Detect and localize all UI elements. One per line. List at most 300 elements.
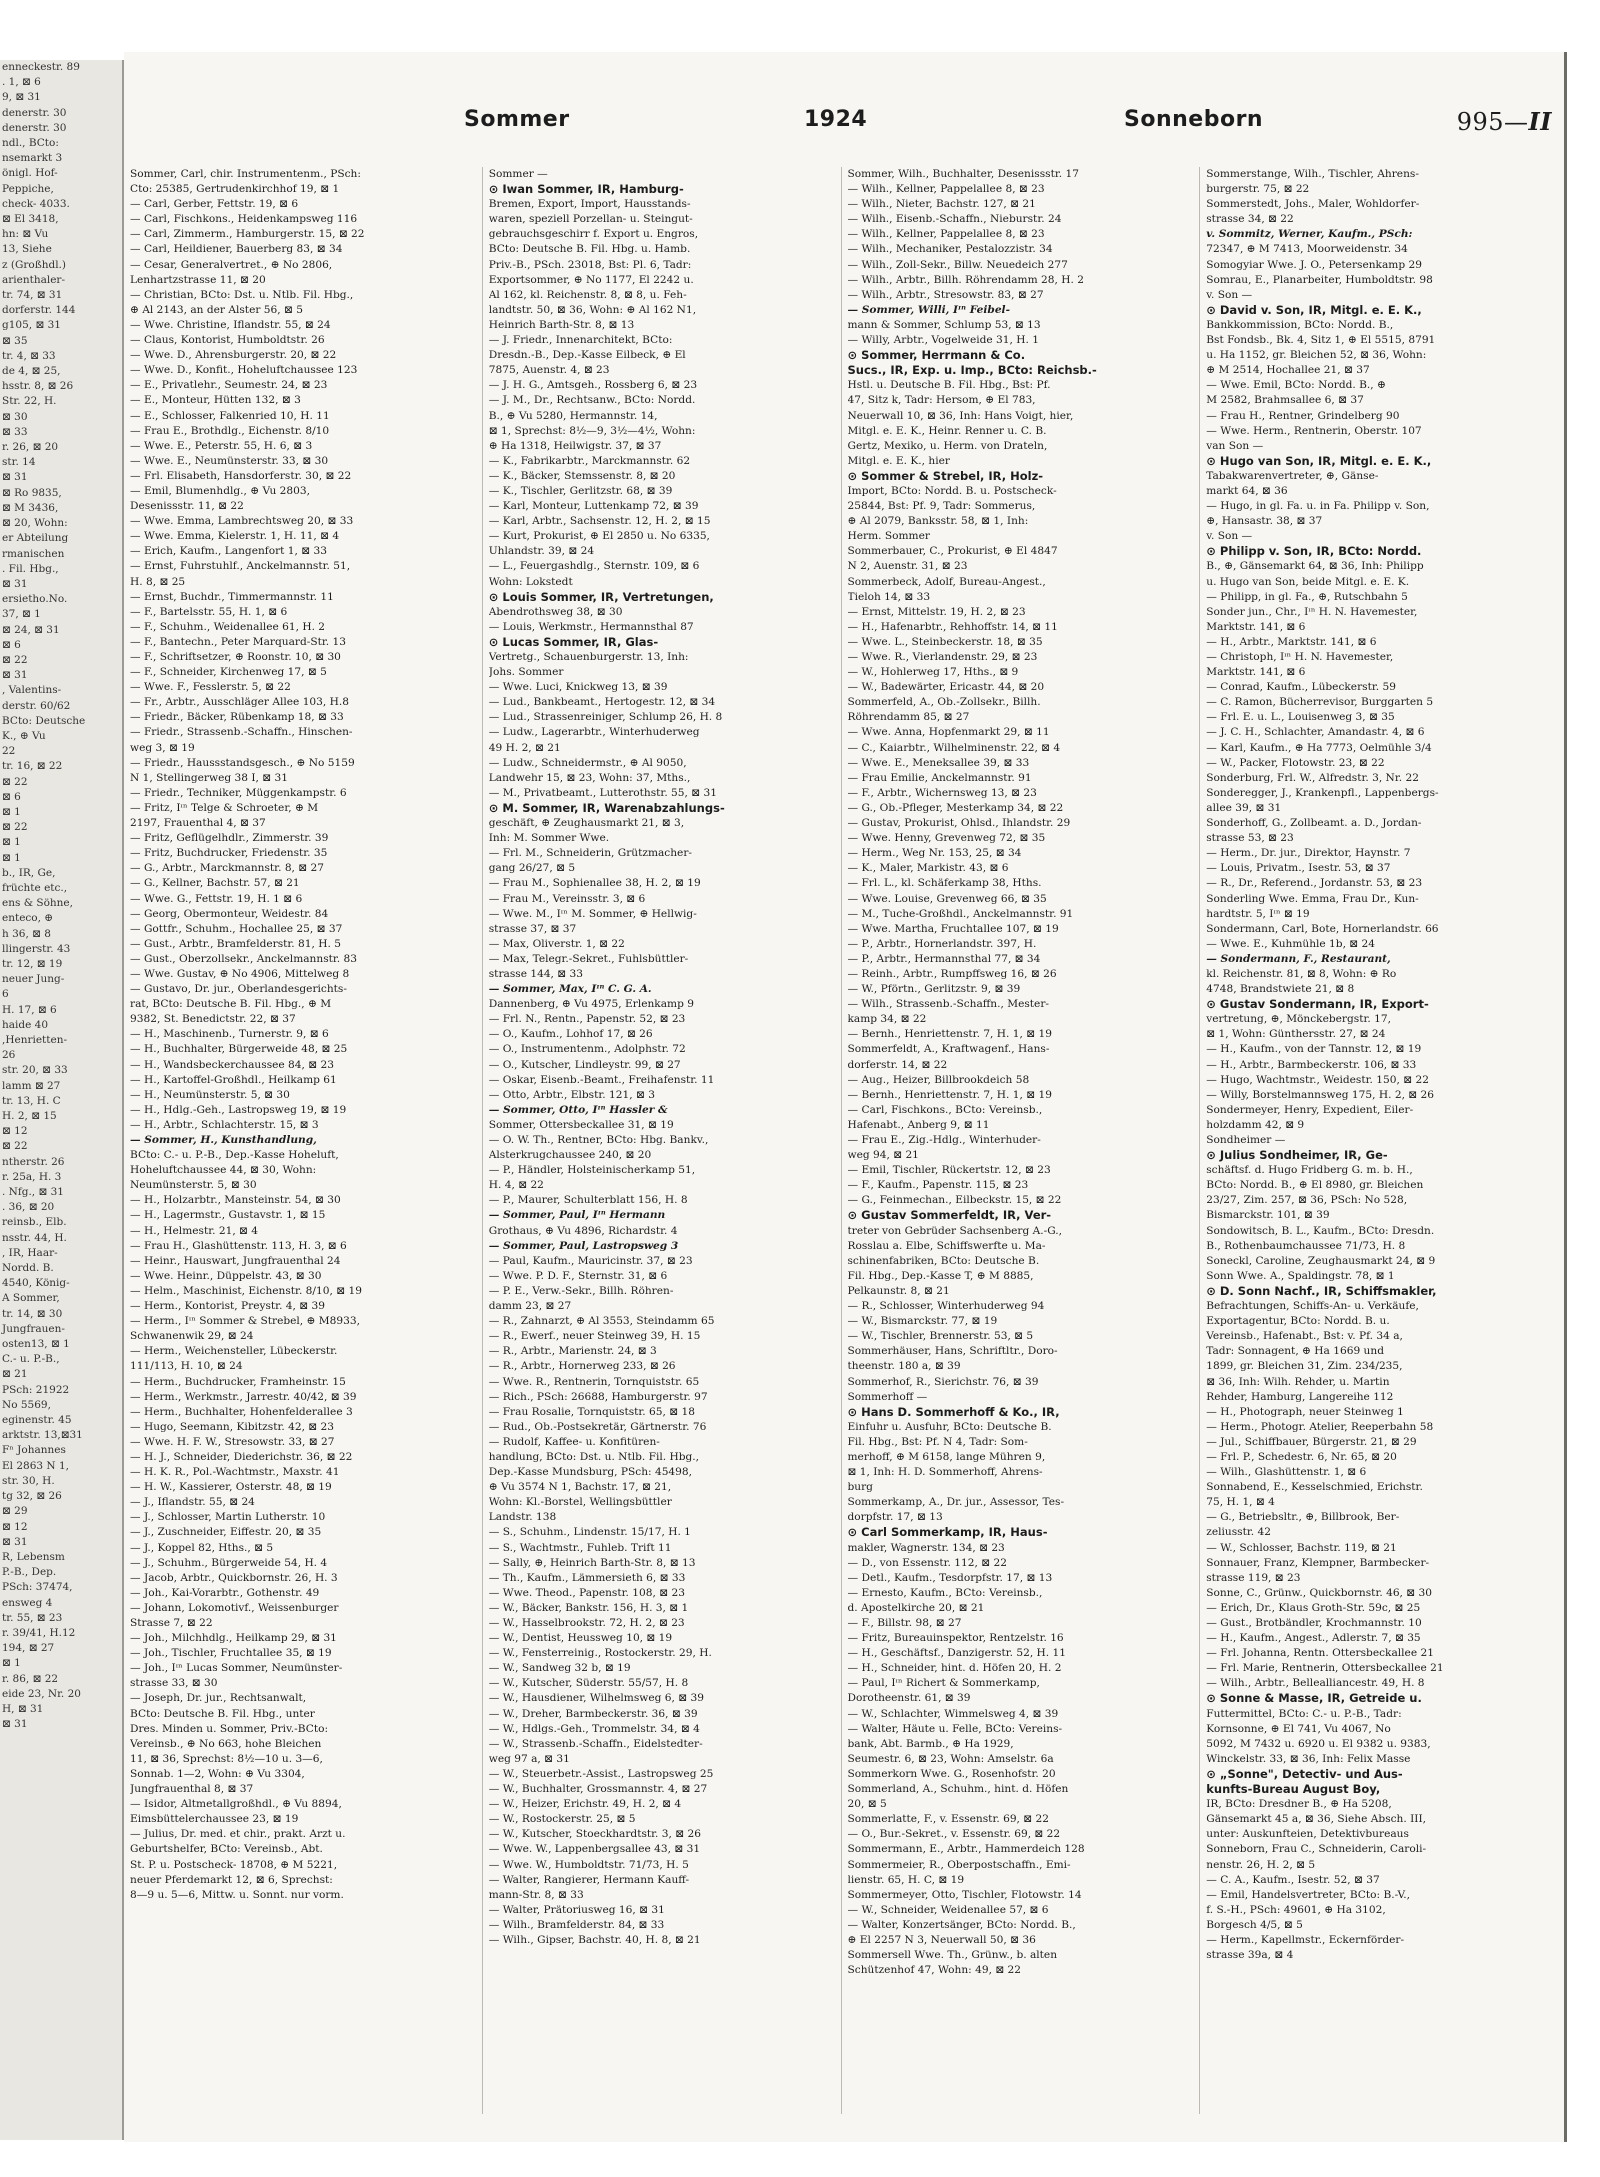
directory-entry: Gertz, Mexiko, u. Herm. von Drateln, [847, 439, 1048, 452]
directory-entry: — W., Tischler, Brennerstr. 53, ⊠ 5 [847, 1330, 1034, 1343]
directory-entry: — Carl, Heildiener, Bauerberg 83, ⊠ 34 [130, 243, 343, 256]
directory-entry: — Gust., Brotbändler, Krochmannstr. 10 [1206, 1617, 1422, 1629]
directory-entry: — J. M., Dr., Rechtsanw., BCto: Nordd. [488, 394, 696, 407]
sliver-line: ⊠ 31 [2, 1718, 28, 1731]
directory-entry: — Wwe. Louise, Grevenweg 66, ⊠ 35 [847, 892, 1047, 905]
directory-entry: Johs. Sommer [488, 666, 564, 679]
sliver-line: ⊠ M 3436, [2, 501, 59, 514]
directory-entry: ⊕ M 2514, Hochallee 21, ⊠ 37 [1206, 364, 1370, 377]
directory-entry: — Wwe. R., Vierlandenstr. 29, ⊠ 23 [847, 651, 1038, 663]
directory-entry: Eimsbüttelerchaussee 23, ⊠ 19 [130, 1813, 299, 1826]
directory-entry: ⊙ Carl Sommerkamp, IR, Haus- [847, 1525, 1048, 1540]
directory-entry: — O. W. Th., Rentner, BCto: Hbg. Bankv., [488, 1134, 709, 1146]
directory-entry: — Wwe. Anna, Hopfenmarkt 29, ⊠ 11 [847, 726, 1050, 739]
directory-entry: — J., Zuschneider, Eiffestr. 20, ⊠ 35 [130, 1526, 322, 1539]
directory-entry: — Wwe. Gustav, ⊕ No 4906, Mittelweg 8 [130, 967, 350, 980]
directory-entry: — Detl., Kaufm., Tesdorpfstr. 17, ⊠ 13 [847, 1571, 1053, 1584]
directory-entry: Dannenberg, ⊕ Vu 4975, Erlenkamp 9 [488, 998, 694, 1011]
directory-entry: H. 8, ⊠ 25 [130, 575, 186, 588]
directory-entry: — H., Neumünsterstr. 5, ⊠ 30 [130, 1088, 290, 1101]
sliver-line: ⊠ 29 [2, 1505, 28, 1518]
directory-entry: Dresdn.-B., Dep.-Kasse Eilbeck, ⊕ El [488, 349, 686, 362]
directory-entry: rat, BCto: Deutsche B. Fil. Hbg., ⊕ M [130, 998, 332, 1011]
sliver-line: llingerstr. 43 [2, 942, 71, 955]
directory-entry: geschäft, ⊕ Zeughausmarkt 21, ⊠ 3, [488, 817, 685, 830]
sliver-line: er Abteilung [2, 532, 69, 545]
column-4 [1206, 167, 1558, 2114]
directory-entry: lienstr. 65, H. C, ⊠ 19 [847, 1873, 965, 1886]
directory-entry: unter: Auskunfteien, Detektivbureaus [1206, 1828, 1409, 1841]
sliver-line: ⊠ 33 [2, 425, 28, 438]
directory-entry: Sommermeier, R., Oberpostschaffn., Emi- [847, 1858, 1071, 1871]
directory-entry: — Joseph, Dr. jur., Rechtsanwalt, [130, 1692, 307, 1705]
directory-entry: Cto: 25385, Gertrudenkirchhof 19, ⊠ 1 [130, 183, 340, 196]
sliver-line: tr. 14, ⊠ 30 [2, 1307, 63, 1320]
directory-entry: B., ⊕ Vu 5280, Hermannstr. 14, [488, 409, 658, 422]
directory-entry: — Wilh., Gipser, Bachstr. 40, H. 8, ⊠ 21 [488, 1933, 701, 1946]
directory-entry: Heinrich Barth-Str. 8, ⊠ 13 [488, 318, 635, 331]
directory-entry: Uhlandstr. 39, ⊠ 24 [488, 545, 595, 558]
directory-entry: — Friedr., Bäcker, Rübenkamp 18, ⊠ 33 [130, 711, 344, 724]
directory-entry: — Frau M., Sophienallee 38, H. 2, ⊠ 19 [488, 877, 701, 890]
directory-entry: — K., Bäcker, Stemssenstr. 8, ⊠ 20 [488, 469, 676, 482]
directory-entry: — H. K. R., Pol.-Wachtmstr., Maxstr. 41 [130, 1466, 340, 1479]
sliver-line: str. 14 [2, 456, 36, 469]
directory-entry: Alsterkrugchaussee 240, ⊠ 20 [488, 1149, 652, 1162]
directory-entry: Röhrendamm 85, ⊠ 27 [847, 711, 970, 724]
directory-entry: ⊙ M. Sommer, IR, Warenabzahlungs- [488, 800, 725, 815]
directory-entry: Soneckl, Caroline, Zeughausmarkt 24, ⊠ 9 [1206, 1254, 1436, 1267]
directory-entry: B., ⊕, Gänsemarkt 64, ⊠ 36, Inh: Philipp [1206, 560, 1424, 573]
directory-entry: ⊙ „Sonne", Detectiv- und Aus- [1206, 1766, 1403, 1781]
directory-entry: — Lud., Bankbeamt., Hertogestr. 12, ⊠ 34 [488, 696, 716, 709]
directory-entry: — C. A., Kaufm., Isestr. 52, ⊠ 37 [1206, 1873, 1380, 1886]
sliver-line: P.-B., Dep. [2, 1566, 57, 1579]
entry-columns [130, 167, 1558, 2114]
directory-entry: — K., Fabrikarbtr., Marckmannstr. 62 [488, 454, 691, 467]
sliver-line: Jungfrauen- [2, 1322, 65, 1335]
directory-entry: Sommerhoff — [847, 1390, 928, 1403]
page-header [124, 107, 1564, 141]
directory-entry: — H., Arbtr., Marktstr. 141, ⊠ 6 [1206, 635, 1377, 648]
directory-entry: landtstr. 50, ⊠ 36, Wohn: ⊕ Al 162 N1, [488, 303, 697, 316]
directory-entry: — Ernesto, Kaufm., BCto: Vereinsb., [847, 1586, 1043, 1599]
directory-entry: — L., Feuergashdlg., Sternstr. 109, ⊠ 6 [488, 560, 700, 573]
sliver-line: g105, ⊠ 31 [2, 319, 61, 332]
column-3 [848, 167, 1201, 2114]
directory-entry: — Max, Oliverstr. 1, ⊠ 22 [488, 937, 625, 950]
directory-entry: — Sommer, Max, Iᶦⁿ C. G. A. [488, 983, 652, 996]
sliver-line: h 36, ⊠ 8 [2, 927, 51, 940]
sliver-line: 26 [2, 1049, 16, 1062]
directory-entry: — Frl. Marie, Rentnerin, Ottersbeckallee 21 [1206, 1662, 1444, 1675]
directory-entry: — Wwe. W., Humboldtstr. 71/73, H. 5 [488, 1858, 689, 1871]
sliver-line: tr. 13, H. C [2, 1094, 61, 1107]
directory-entry: Sommerstange, Wilh., Tischler, Ahrens- [1206, 168, 1419, 180]
sliver-line: 22 [2, 745, 16, 758]
directory-entry: schinenfabriken, BCto: Deutsche B. [847, 1254, 1040, 1267]
directory-entry: — W., Kutscher, Stoeckhardtstr. 3, ⊠ 26 [488, 1828, 701, 1841]
directory-entry: — Karl, Arbtr., Sachsenstr. 12, H. 2, ⊠ 15 [488, 515, 711, 528]
directory-entry: — Max, Telegr.-Sekret., Fuhlsbüttler- [488, 952, 689, 965]
sliver-line: , Valentins- [2, 684, 62, 697]
directory-entry: — Friedr., Strassenb.-Schaffn., Hinschen- [130, 726, 353, 739]
directory-entry: — Wilh., Arbtr., Billh. Röhrendamm 28, H. 2 [847, 273, 1084, 286]
sliver-line: ⊠ 30 [2, 410, 28, 423]
directory-entry: Rehder, Hamburg, Langereihe 112 [1206, 1390, 1394, 1403]
directory-entry: — Paul, Iᶦⁿ Richert & Sommerkamp, [847, 1677, 1040, 1690]
directory-entry: — H., Buchhalter, Bürgerweide 48, ⊠ 25 [130, 1043, 348, 1056]
directory-entry: — Wilh., Eisenb.-Schaffn., Nieburstr. 24 [847, 213, 1062, 226]
directory-entry: ⊠ 36, Inh: Wilh. Rehder, u. Martin [1206, 1375, 1390, 1388]
directory-entry: — Rud., Ob.-Postsekretär, Gärtnerstr. 76 [488, 1420, 707, 1433]
directory-entry: hardtstr. 5, Iᶦⁿ ⊠ 19 [1206, 907, 1310, 920]
directory-entry: — C. Ramon, Bücherrevisor, Burggarten 5 [1206, 696, 1434, 709]
directory-entry: — H., Holzarbtr., Mansteinstr. 54, ⊠ 30 [130, 1194, 341, 1207]
directory-entry: Marktstr. 141, ⊠ 6 [1206, 666, 1306, 679]
directory-entry: strasse 144, ⊠ 33 [488, 967, 584, 980]
sliver-line: Str. 22, H. [2, 395, 57, 408]
directory-entry: — S., Schuhm., Lindenstr. 15/17, H. 1 [488, 1526, 691, 1539]
sliver-line: eginenstr. 45 [2, 1414, 72, 1427]
directory-entry: ⊕ Vu 3574 N 1, Bachstr. 17, ⊠ 21, [488, 1481, 672, 1494]
directory-entry: Geburtshelfer, BCto: Vereinsb., Abt. [130, 1843, 323, 1856]
sliver-line: ⊠ 12 [2, 1125, 28, 1138]
directory-entry: — Friedr., Haussstandsgesch., ⊕ No 5159 [130, 756, 355, 769]
directory-entry: — Herm., Weg Nr. 153, 25, ⊠ 34 [847, 847, 1022, 860]
sliver-line: r. 39/41, H.12 [2, 1626, 76, 1639]
directory-entry: — H., Schneider, hint. d. Höfen 20, H. 2 [847, 1662, 1062, 1675]
directory-entry: — H., Kaufm., von der Tannstr. 12, ⊠ 19 [1206, 1043, 1422, 1056]
directory-entry: Sonderegger, J., Krankenpfl., Lappenbergs- [1206, 786, 1439, 799]
directory-entry: gebrauchsgeschirr f. Export u. Engros, [488, 228, 699, 241]
directory-entry: — Sommer, H., Kunsthandlung, [130, 1134, 317, 1146]
directory-entry: — Wilh., Zoll-Sekr., Billw. Neuedeich 277 [847, 258, 1068, 271]
directory-entry: Inh: M. Sommer Wwe. [488, 832, 610, 845]
directory-entry: — Paul, Kaufm., Mauricinstr. 37, ⊠ 23 [488, 1254, 693, 1267]
sliver-line: 9, ⊠ 31 [2, 91, 41, 104]
directory-entry: — Frau Emilie, Anckelmannstr. 91 [847, 771, 1032, 784]
directory-entry: Vereinsb., Hafenabt., Bst: v. Pf. 34 a, [1206, 1330, 1403, 1343]
sliver-line: . Fil. Hbg., [2, 562, 59, 575]
directory-entry: — F., Kaufm., Papenstr. 115, ⊠ 23 [847, 1179, 1029, 1192]
sliver-line: ⊠ 1 [2, 836, 21, 849]
directory-entry: — Herm., Werkmstr., Jarrestr. 40/42, ⊠ 39 [130, 1390, 357, 1403]
sliver-line: R, Lebensm [2, 1550, 65, 1563]
sliver-line: enneckestr. 89 [2, 61, 80, 73]
directory-entry: — G., Feinmechan., Eilbeckstr. 15, ⊠ 22 [847, 1194, 1062, 1207]
directory-entry: Dorotheenstr. 61, ⊠ 39 [847, 1692, 971, 1705]
directory-entry: — Fr., Arbtr., Ausschläger Allee 103, H.8 [130, 696, 349, 709]
directory-entry: — Erich, Kaufm., Langenfort 1, ⊠ 33 [130, 545, 327, 558]
sliver-line: Peppiche, [2, 182, 54, 195]
directory-entry: — Carl, Fischkons., Heidenkampsweg 116 [130, 213, 358, 226]
directory-entry: kamp 34, ⊠ 22 [847, 1013, 927, 1026]
sliver-line: A Sommer, [2, 1292, 60, 1305]
directory-entry: Bremen, Export, Import, Hausstands- [488, 198, 691, 211]
directory-entry: — Herm., Dr. jur., Direktor, Haynstr. 7 [1206, 847, 1411, 860]
directory-entry: — Emil, Tischler, Rückertstr. 12, ⊠ 23 [847, 1164, 1051, 1177]
directory-entry: N 1, Stellingerweg 38 I, ⊠ 31 [130, 771, 288, 784]
directory-entry: — Sommer, Paul, Lastropsweg 3 [488, 1239, 679, 1252]
directory-entry: Sonderhoff, G., Zollbeamt. a. D., Jordan- [1206, 817, 1422, 830]
header-year: 1924 [804, 107, 868, 132]
directory-entry: — Frl. M., Schneiderin, Grützmacher- [488, 847, 692, 860]
directory-entry: Somogyiar Wwe. J. O., Petersenkamp 29 [1206, 258, 1422, 271]
directory-entry: mann-Str. 8, ⊠ 33 [488, 1888, 584, 1901]
directory-entry: ⊙ Philipp v. Son, IR, BCto: Nordd. [1206, 544, 1422, 559]
directory-entry: — G., Betriebsltr., ⊕, Billbrook, Ber- [1206, 1511, 1400, 1524]
directory-entry: — Carl, Gerber, Fettstr. 19, ⊠ 6 [130, 198, 299, 211]
directory-entry: — Wwe. Henny, Grevenweg 72, ⊠ 35 [847, 832, 1046, 845]
directory-entry: — Wwe. Heinr., Düppelstr. 43, ⊠ 30 [130, 1269, 322, 1282]
directory-entry: 111/113, H. 10, ⊠ 24 [130, 1360, 243, 1373]
directory-entry: — Ernst, Fuhrstuhlf., Anckelmannstr. 51, [130, 560, 351, 573]
directory-entry: — W., Heizer, Erichstr. 49, H. 2, ⊠ 4 [488, 1798, 682, 1811]
directory-entry: Sonnab. 1—2, Wohn: ⊕ Vu 3304, [130, 1767, 305, 1780]
directory-entry: Fil. Hbg., Dep.-Kasse T, ⊕ M 8885, [847, 1269, 1034, 1282]
directory-entry: — H., Kartoffel-Großhdl., Heilkamp 61 [130, 1073, 337, 1086]
sliver-line: neuer Jung- [2, 973, 65, 986]
directory-entry: — W., Rostockerstr. 25, ⊠ 5 [488, 1813, 636, 1826]
directory-entry: — J. H. G., Amtsgeh., Rossberg 6, ⊠ 23 [488, 379, 698, 392]
sliver-line: ⊠ 22 [2, 775, 28, 788]
directory-entry: — Wwe. F., Fesslerstr. 5, ⊠ 22 [130, 681, 291, 694]
directory-entry: — Christoph, Iᶦⁿ H. N. Havemester, [1206, 651, 1394, 663]
directory-entry: — W., Strassenb.-Schaffn., Eidelstedter- [488, 1737, 703, 1750]
directory-entry: — Bernh., Henriettenstr. 7, H. 1, ⊠ 19 [847, 1088, 1052, 1101]
directory-entry: — Frl. Johanna, Rentn. Ottersbeckallee 21 [1206, 1647, 1434, 1660]
sliver-line: check- 4033. [2, 197, 70, 210]
directory-entry: — W., Buchhalter, Grossmannstr. 4, ⊠ 27 [488, 1783, 708, 1796]
directory-entry: ⊙ Hugo van Son, IR, Mitgl. e. E. K., [1206, 453, 1432, 468]
directory-entry: ⊠ 1, Sprechst: 8½—9, 3½—4½, Wohn: [488, 424, 696, 437]
column-1 [130, 167, 483, 2114]
sliver-line: Fⁿ Johannes [2, 1444, 66, 1457]
directory-entry: Mitgl. e. E. K., hier [847, 454, 950, 467]
sliver-line: r. 26, ⊠ 20 [2, 441, 59, 454]
directory-entry: — Wwe. E., Neumünsterstr. 33, ⊠ 30 [130, 454, 329, 467]
directory-entry: — Wwe. R., Rentnerin, Tornquiststr. 65 [488, 1375, 700, 1388]
directory-entry: Grothaus, ⊕ Vu 4896, Richardstr. 4 [488, 1224, 678, 1237]
directory-entry: — H. W., Kassierer, Osterstr. 48, ⊠ 19 [130, 1481, 332, 1494]
directory-entry: — H., Kaufm., Angest., Adlerstr. 7, ⊠ 35 [1206, 1632, 1421, 1645]
directory-entry: — W., Dreher, Barmbeckerstr. 36, ⊠ 39 [488, 1707, 698, 1720]
header-first-entry: Sommer [464, 107, 570, 132]
directory-entry: Sommer, Ottersbeckallee 31, ⊠ 19 [488, 1118, 674, 1131]
sliver-line: denerstr. 30 [2, 106, 67, 119]
directory-entry: — R., Ewerf., neuer Steinweg 39, H. 15 [488, 1330, 701, 1343]
directory-entry: Hstl. u. Deutsche B. Fil. Hbg., Bst: Pf. [847, 379, 1051, 392]
directory-entry: — Herm., Buchhalter, Hohenfelderallee 3 [130, 1405, 353, 1418]
directory-entry: — H., Helmestr. 21, ⊠ 4 [130, 1224, 259, 1237]
directory-entry: dorferstr. 14, ⊠ 22 [847, 1058, 948, 1071]
directory-entry: — P., Arbtr., Hermannsthal 77, ⊠ 34 [847, 952, 1041, 965]
directory-entry: — G., Arbtr., Marckmannstr. 8, ⊠ 27 [130, 862, 325, 875]
directory-entry: — Frl. P., Schedestr. 6, Nr. 65, ⊠ 20 [1206, 1450, 1397, 1463]
directory-entry: — Sally, ⊕, Heinrich Barth-Str. 8, ⊠ 13 [488, 1556, 696, 1569]
sliver-line: b., IR, Ge, [2, 866, 56, 879]
sliver-line: önigl. Hof- [2, 167, 58, 180]
directory-entry: — Cesar, Generalvertret., ⊕ No 2806, [130, 258, 333, 271]
directory-entry: — Wwe. L., Steinbeckerstr. 18, ⊠ 35 [847, 635, 1043, 648]
directory-entry: — Wilh., Mechaniker, Pestalozzistr. 34 [847, 243, 1053, 256]
directory-entry: gang 26/27, ⊠ 5 [488, 862, 576, 875]
directory-entry: Lenhartzstrasse 11, ⊠ 20 [130, 273, 266, 286]
directory-entry: B., Rothenbaumchaussee 71/73, H. 8 [1206, 1239, 1406, 1252]
directory-entry: Sommermeyer, Otto, Tischler, Flotowstr. 14 [847, 1888, 1082, 1901]
directory-entry: — Wilh., Arbtr., Stresowstr. 83, ⊠ 27 [847, 288, 1044, 301]
directory-entry: strasse 53, ⊠ 23 [1206, 832, 1294, 845]
directory-entry: — O., Instrumentenm., Adolphstr. 72 [488, 1043, 686, 1056]
directory-page [124, 52, 1567, 2142]
directory-entry: — C., Kaiarbtr., Wilhelminenstr. 22, ⊠ 4 [847, 741, 1061, 754]
sliver-line: tr. 12, ⊠ 19 [2, 957, 63, 970]
directory-entry: BCto: Deutsche B. Fil. Hbg., unter [130, 1707, 315, 1720]
directory-entry: 1899, gr. Bleichen 31, Zim. 234/235, [1206, 1360, 1403, 1373]
directory-entry: Exportagentur, BCto: Nordd. B. u. [1206, 1315, 1390, 1328]
directory-entry: — W., Packer, Flotowstr. 23, ⊠ 22 [1206, 756, 1385, 769]
directory-entry: v. Son — [1206, 288, 1253, 301]
directory-entry: — W., Pförtn., Gerlitzstr. 9, ⊠ 39 [847, 983, 1021, 996]
directory-entry: — Emil, Handelsvertreter, BCto: B.-V., [1206, 1888, 1410, 1901]
sliver-line: ⊠ 6 [2, 638, 21, 651]
directory-entry: — Wilh., Nieter, Bachstr. 127, ⊠ 21 [847, 198, 1036, 211]
directory-entry: — Fritz, Iᶦⁿ Telge & Schroeter, ⊕ M [130, 801, 319, 814]
directory-entry: 8—9 u. 5—6, Mittw. u. Sonnt. nur vorm. [130, 1888, 344, 1901]
sliver-line: 13, Siehe [2, 243, 52, 256]
directory-entry: — Fritz, Bureauinspektor, Rentzelstr. 16 [847, 1632, 1064, 1645]
directory-entry: — J., Iflandstr. 55, ⊠ 24 [130, 1496, 255, 1509]
sliver-line: H, ⊠ 31 [2, 1702, 44, 1715]
directory-entry: — W., Badewärter, Ericastr. 44, ⊠ 20 [847, 681, 1045, 694]
header-last-entry: Sonneborn [1124, 107, 1264, 132]
directory-entry: Bst Fondsb., Bk. 4, Sitz 1, ⊕ El 5515, 8791 [1206, 334, 1436, 347]
directory-entry: Import, BCto: Nordd. B. u. Postscheck- [847, 484, 1057, 497]
sliver-line: H. 17, ⊠ 6 [2, 1003, 57, 1016]
directory-entry: — W., Hohlerweg 17, Hths., ⊠ 9 [847, 666, 1019, 679]
directory-entry: 2197, Frauenthal 4, ⊠ 37 [130, 817, 266, 830]
directory-entry: St. P. u. Postscheck- 18708, ⊕ M 5221, [130, 1858, 338, 1871]
directory-entry: Sondheimer — [1206, 1134, 1286, 1146]
directory-entry: Sommerbauer, C., Prokurist, ⊕ El 4847 [847, 545, 1058, 558]
sliver-line: rmanischen [2, 547, 65, 560]
directory-entry: strasse 33, ⊠ 30 [130, 1677, 218, 1690]
directory-entry: handlung, BCto: Dst. u. Ntlb. Fil. Hbg., [488, 1450, 700, 1463]
directory-entry: weg 97 a, ⊠ 31 [488, 1752, 570, 1765]
directory-entry: — Sommer, Willi, Iᶦⁿ Feibel- [847, 303, 1010, 316]
directory-entry: — W., Schlosser, Bachstr. 119, ⊠ 21 [1206, 1541, 1397, 1554]
directory-entry: — Joh., Kai-Vorarbtr., Gothenstr. 49 [130, 1586, 320, 1599]
directory-entry: — Frl. E. u. L., Louisenweg 3, ⊠ 35 [1206, 711, 1395, 724]
directory-entry: — Isidor, Altmetallgroßhdl., ⊕ Vu 8894, [130, 1798, 342, 1811]
directory-entry: nenstr. 26, H. 2, ⊠ 5 [1206, 1858, 1316, 1871]
directory-entry: — H., Lagermstr., Gustavstr. 1, ⊠ 15 [130, 1209, 326, 1222]
directory-entry: Sonderling Wwe. Emma, Frau Dr., Kun- [1206, 892, 1419, 905]
directory-entry: zeliusstr. 42 [1206, 1526, 1271, 1539]
sliver-line: hn: ⊠ Vu [2, 228, 49, 241]
sliver-line: hsstr. 8, ⊠ 26 [2, 380, 74, 393]
directory-entry: Kornsonne, ⊕ El 741, Vu 4067, No [1206, 1722, 1391, 1735]
directory-entry: treter von Gebrüder Sachsenberg A.-G., [847, 1224, 1063, 1237]
directory-entry: Exportsommer, ⊕ No 1177, El 2242 u. [488, 273, 694, 286]
directory-entry: ⊠ 1, Wohn: Günthersstr. 27, ⊠ 24 [1206, 1028, 1386, 1041]
directory-entry: — W., Hasselbrookstr. 72, H. 2, ⊠ 23 [488, 1617, 685, 1629]
sliver-line: ⊠ 12 [2, 1520, 28, 1533]
directory-entry: 72347, ⊕ M 7413, Moorweidenstr. 34 [1206, 243, 1408, 256]
directory-entry: — G., Ob.-Pfleger, Mesterkamp 34, ⊠ 22 [847, 801, 1064, 814]
directory-entry: — Gust., Oberzollsekr., Anckelmannstr. 83 [130, 952, 358, 965]
directory-entry: schäftsf. d. Hugo Fridberg G. m. b. H., [1206, 1164, 1413, 1177]
directory-entry: Sommer, Wilh., Buchhalter, Desenissstr. 17 [847, 168, 1079, 180]
sliver-line: ⊠ 31 [2, 1535, 28, 1548]
directory-entry: — M., Tuche-Großhdl., Anckelmannstr. 91 [847, 907, 1074, 920]
directory-entry: — Frau E., Brothdlg., Eichenstr. 8/10 [130, 424, 330, 437]
directory-entry: — H., Arbtr., Schlachterstr. 15, ⊠ 3 [130, 1118, 319, 1131]
directory-entry: Neuerwall 10, ⊠ 36, Inh: Hans Voigt, hier, [847, 409, 1074, 422]
directory-entry: — Wwe. P. D. F., Sternstr. 31, ⊠ 6 [488, 1269, 668, 1282]
directory-entry: ⊙ D. Sonn Nachf., IR, Schiffsmakler, [1206, 1283, 1437, 1298]
directory-entry: v. Sommitz, Werner, Kaufm., PSch: [1206, 228, 1413, 241]
directory-entry: markt 64, ⊠ 36 [1206, 484, 1288, 497]
directory-entry: — Herm., Iᶦⁿ Sommer & Strebel, ⊕ M8933, [130, 1315, 360, 1328]
directory-entry: — F., Schuhm., Weidenallee 61, H. 2 [130, 620, 326, 633]
directory-entry: Dres. Minden u. Sommer, Priv.-BCto: [130, 1722, 329, 1735]
directory-entry: — Jacob, Arbtr., Quickbornstr. 26, H. 3 [130, 1571, 338, 1584]
directory-entry: ⊙ Gustav Sommerfeldt, IR, Ver- [847, 1208, 1052, 1223]
directory-entry: ⊙ Louis Sommer, IR, Vertretungen, [488, 589, 714, 604]
directory-entry: Sonnabend, E., Kesselschmied, Erichstr. [1206, 1481, 1423, 1494]
directory-entry: strasse 34, ⊠ 22 [1206, 213, 1294, 226]
directory-entry: — J., Schlosser, Martin Lutherstr. 10 [130, 1511, 326, 1524]
directory-entry: — Georg, Obermonteur, Weidestr. 84 [130, 907, 329, 920]
directory-entry: — Hugo, Seemann, Kibitzstr. 42, ⊠ 23 [130, 1420, 335, 1433]
directory-entry: — K., Maler, Markistr. 43, ⊠ 6 [847, 862, 1009, 875]
sliver-line: osten13, ⊠ 1 [2, 1338, 70, 1351]
directory-entry: Sommerstedt, Johs., Maler, Wohldorfer- [1206, 198, 1420, 211]
sliver-line: ⊠ 31 [2, 669, 28, 682]
directory-entry: weg 94, ⊠ 21 [847, 1149, 919, 1162]
directory-entry: ⊕ Ha 1318, Heilwigstr. 37, ⊠ 37 [488, 439, 662, 452]
directory-entry: — K., Tischler, Gerlitzstr. 68, ⊠ 39 [488, 484, 673, 497]
sliver-line: ⊠ 22 [2, 653, 28, 666]
directory-entry: — Reinh., Arbtr., Rumpffsweg 16, ⊠ 26 [847, 967, 1057, 980]
sliver-line: ⊠ El 3418, [2, 213, 59, 226]
directory-entry: — F., Bantechn., Peter Marquard-Str. 13 [130, 635, 346, 648]
directory-entry: — Frau Rosalie, Tornquiststr. 65, ⊠ 18 [488, 1405, 695, 1418]
directory-entry: — Herm., Photogr. Atelier, Reeperbahn 58 [1206, 1420, 1434, 1433]
directory-entry: Landwehr 15, ⊠ 23, Wohn: 37, Mths., [488, 771, 691, 784]
directory-entry: — Wilh., Kellner, Pappelallee 8, ⊠ 23 [847, 183, 1045, 196]
directory-entry: — W., Bäcker, Bankstr. 156, H. 3, ⊠ 1 [488, 1601, 689, 1614]
directory-entry: — Helm., Maschinist, Eichenstr. 8/10, ⊠ 19 [130, 1284, 362, 1297]
directory-entry: Wohn: Lokstedt [488, 575, 573, 588]
directory-entry: — R., Schlosser, Winterhuderweg 94 [847, 1300, 1045, 1313]
directory-entry: — W., Kutscher, Süderstr. 55/57, H. 8 [488, 1677, 689, 1690]
directory-entry: — F., Bartelsstr. 55, H. 1, ⊠ 6 [130, 605, 288, 618]
directory-entry: — Wwe. E., Meneksallee 39, ⊠ 33 [847, 756, 1030, 769]
directory-entry: — Otto, Arbtr., Elbstr. 121, ⊠ 3 [488, 1088, 655, 1101]
directory-entry: — H., Maschinenb., Turnerstr. 9, ⊠ 6 [130, 1028, 329, 1041]
directory-entry: — Herm., Weichensteller, Lübeckerstr. [130, 1345, 338, 1358]
directory-entry: — O., Kutscher, Lindleystr. 99, ⊠ 27 [488, 1058, 681, 1071]
directory-entry: burgerstr. 75, ⊠ 22 [1206, 183, 1310, 196]
directory-entry: — Friedr., Techniker, Müggenkampstr. 6 [130, 786, 347, 799]
directory-entry: — J. C. H., Schlachter, Amandastr. 4, ⊠ 6 [1206, 726, 1425, 739]
directory-entry: Strasse 7, ⊠ 22 [130, 1617, 213, 1629]
directory-entry: — R., Arbtr., Marienstr. 24, ⊠ 3 [488, 1345, 657, 1358]
directory-entry: — H., Wandsbeckerchaussee 84, ⊠ 23 [130, 1058, 334, 1071]
